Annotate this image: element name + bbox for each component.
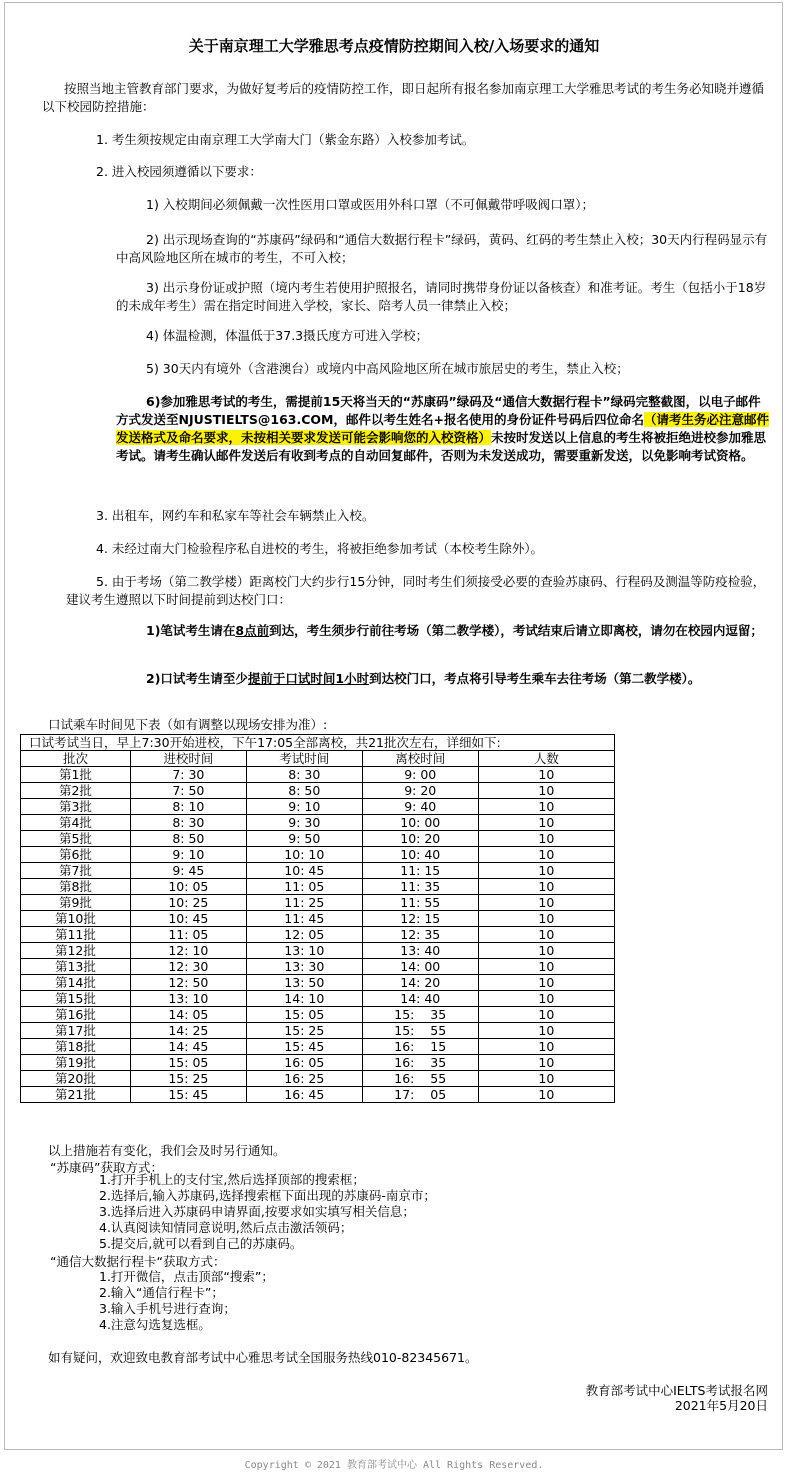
table-cell: 15: 25: [246, 1023, 362, 1039]
table-cell: 第15批: [21, 991, 131, 1007]
table-cell: 第1批: [21, 767, 131, 783]
table-row: [21, 975, 615, 991]
table-cell: 16: 55: [362, 1071, 478, 1087]
table-cell: 9: 50: [246, 831, 362, 847]
table-cell: 第9批: [21, 895, 131, 911]
skm-step: 4.认真阅读知情同意说明,然后点击激活领码；: [99, 1220, 353, 1235]
table-cell: 14: 40: [362, 991, 478, 1007]
table-cell: 15: 25: [130, 1071, 246, 1087]
speaking-test-time: 提前于口试时间1小时: [247, 671, 370, 686]
table-cell: 第16批: [21, 1007, 131, 1023]
table-cell: 10: 40: [362, 847, 478, 863]
table-cell: 10: 00: [362, 815, 478, 831]
table-cell: 第11批: [21, 927, 131, 943]
table-cell: 14: 10: [246, 991, 362, 1007]
change-notice: 以上措施若有变化，我们会及时另行通知。: [48, 1143, 286, 1158]
item-4: 4. 未经过南大门检验程序私自进校的考生，将被拒绝参加考试（本校考生除外）。: [96, 541, 544, 556]
table-cell: 第5批: [21, 831, 131, 847]
table-cell: 12: 50: [130, 975, 246, 991]
table-cell: 8: 50: [246, 783, 362, 799]
table-cell: 第4批: [21, 815, 131, 831]
written-test-time: 8点前: [235, 623, 270, 638]
table-row: [21, 863, 615, 879]
table-cell: 10: [478, 959, 614, 975]
table-cell: 14: 20: [362, 975, 478, 991]
skm-step: 1.打开手机上的支付宝,然后选择顶部的搜索框；: [99, 1172, 365, 1187]
skm-step: 2.选择后,输入苏康码,选择搜索框下面出现的苏康码-南京市；: [99, 1188, 436, 1203]
table-cell: 第8批: [21, 879, 131, 895]
table-cell: 8: 30: [130, 815, 246, 831]
table-row: [21, 927, 615, 943]
table-cell: 16: 15: [362, 1039, 478, 1055]
subitem-4: 4) 体温检测，体温低于37.3摄氏度方可进入学校；: [146, 328, 429, 343]
table-cell: 第14批: [21, 975, 131, 991]
table-row: [21, 1055, 615, 1071]
table-cell: 10: [478, 895, 614, 911]
skm-steps-list: [99, 1172, 436, 1252]
table-cell: 7: 30: [130, 767, 246, 783]
column-header: 人数: [478, 751, 614, 767]
table-cell: 第21批: [21, 1087, 131, 1103]
subitem-1: 1) 入校期间必须佩戴一次性医用口罩或医用外科口罩（不可佩戴带呼吸阀口罩）；: [146, 197, 595, 212]
table-cell: 11: 35: [362, 879, 478, 895]
table-cell: 9: 20: [362, 783, 478, 799]
table-cell: 9: 00: [362, 767, 478, 783]
table-note-row: [21, 735, 615, 751]
xck-title: “通信大数据行程卡“获取方式：: [50, 1254, 226, 1269]
signature-org: 教育部考试中心IELTS考试报名网: [585, 1383, 768, 1398]
table-cell: 13: 10: [246, 943, 362, 959]
intro-paragraph: 按照当地主管教育部门要求，为做好复考后的疫情防控工作，即日起所有报名参加南京理工大学雅思考试的考生务必知晓并遵循以下校园防控措施：: [42, 81, 765, 114]
table-cell: 13: 10: [130, 991, 246, 1007]
table-cell: 8: 50: [130, 831, 246, 847]
table-row: [21, 879, 615, 895]
item-1: 1. 考生须按规定由南京理工大学南大门（紫金东路）入校参加考试。: [96, 132, 475, 147]
hotline-text: 如有疑问，欢迎致电教育部考试中心雅思考试全国服务热线010-82345671。: [48, 1350, 478, 1365]
table-cell: 15: 45: [246, 1039, 362, 1055]
table-row: [21, 911, 615, 927]
subitem-2: 2) 出示现场查询的“苏康码”绿码和“通信大数据行程卡”绿码，黄码、红码的考生禁止入校；30天内行程码显示有中高风险地区所在城市的考生，不可入校；: [116, 232, 768, 265]
table-cell: 10: [478, 1071, 614, 1087]
table-row: [21, 1007, 615, 1023]
subitem-6-text: 6)参加雅思考试的考生，需提前15天将当天的“苏康码”绿码及“通信大数据行程卡”绿码完整截图，以电子邮件方式发送至NJUSTIELTS@163.COM，邮件以考生姓名+报名使用的身份证件号码后四位命名: [116, 394, 761, 427]
table-cell: 第10批: [21, 911, 131, 927]
table-header-row: [21, 751, 615, 767]
written-test-arrival: [116, 622, 770, 640]
table-cell: 13: 50: [246, 975, 362, 991]
skm-title: “苏康码”获取方式：: [50, 1160, 163, 1175]
table-cell: 第6批: [21, 847, 131, 863]
table-cell: 14: 00: [362, 959, 478, 975]
skm-step: 5.提交后,就可以看到自己的苏康码。: [99, 1236, 303, 1251]
table-cell: 9: 45: [130, 863, 246, 879]
column-header: 考试时间: [246, 751, 362, 767]
table-cell: 10: [478, 799, 614, 815]
table-row: [21, 799, 615, 815]
table-cell: 15: 35: [362, 1007, 478, 1023]
table-cell: 10: [478, 767, 614, 783]
table-cell: 10: 45: [246, 863, 362, 879]
table-cell: 10: 20: [362, 831, 478, 847]
table-cell: 第18批: [21, 1039, 131, 1055]
subitem-3: 3) 出示身份证或护照（境内考生若使用护照报名，请同时携带身份证以备核查）和准考证。考生（包括小于18岁的未成年考生）需在指定时间进入学校，家长、陪考人员一律禁止入校；: [116, 280, 767, 313]
column-header: 批次: [21, 751, 131, 767]
written-test-text: 1)笔试考生请在: [146, 623, 236, 638]
table-cell: 第19批: [21, 1055, 131, 1071]
table-cell: 第2批: [21, 783, 131, 799]
table-cell: 16: 25: [246, 1071, 362, 1087]
table-row: [21, 847, 615, 863]
table-cell: 12: 35: [362, 927, 478, 943]
xck-step: 3.输入手机号进行查询；: [99, 1301, 236, 1316]
table-cell: 10: [478, 975, 614, 991]
table-row: [21, 959, 615, 975]
table-cell: 10: [478, 847, 614, 863]
table-cell: 10: [478, 783, 614, 799]
table-row: [21, 1071, 615, 1087]
table-cell: 9: 30: [246, 815, 362, 831]
table-cell: 10: [478, 879, 614, 895]
table-cell: 10: 05: [130, 879, 246, 895]
table-cell: 15: 05: [130, 1055, 246, 1071]
page-title: 关于南京理工大学雅思考点疫情防控期间入校/入场要求的通知: [188, 37, 600, 55]
table-row: [21, 831, 615, 847]
table-cell: 10: 45: [130, 911, 246, 927]
table-cell: 第17批: [21, 1023, 131, 1039]
table-cell: 11: 25: [246, 895, 362, 911]
table-cell: 16: 05: [246, 1055, 362, 1071]
copyright-footer: Copyright © 2021 教育部考试中心 All Rights Reserved.: [244, 1460, 544, 1471]
table-cell: 第12批: [21, 943, 131, 959]
schedule-caption: 口试乘车时间见下表（如有调整以现场安排为准）:: [48, 717, 328, 732]
table-cell: 15: 45: [130, 1087, 246, 1103]
table-cell: 10: [478, 927, 614, 943]
signature-date: 2021年5月20日: [674, 1398, 768, 1413]
table-cell: 11: 15: [362, 863, 478, 879]
table-cell: 10: [478, 1039, 614, 1055]
table-cell: 10: [478, 911, 614, 927]
table-cell: 10: [478, 943, 614, 959]
table-cell: 12: 15: [362, 911, 478, 927]
table-row: [21, 767, 615, 783]
table-cell: 第7批: [21, 863, 131, 879]
table-cell: 9: 40: [362, 799, 478, 815]
table-cell: 17: 05: [362, 1087, 478, 1103]
shuttle-schedule-table: [20, 734, 615, 1103]
table-cell: 13: 40: [362, 943, 478, 959]
speaking-test-arrival: [116, 670, 770, 688]
table-cell: 10: 10: [246, 847, 362, 863]
xck-step: 4.注意勾选复选框。: [99, 1317, 211, 1332]
table-cell: 14: 05: [130, 1007, 246, 1023]
table-cell: 10: [478, 831, 614, 847]
table-cell: 11: 05: [246, 879, 362, 895]
table-cell: 第13批: [21, 959, 131, 975]
table-row: [21, 815, 615, 831]
table-cell: 9: 10: [246, 799, 362, 815]
speaking-test-text: 2)口试考生请至少: [146, 671, 248, 686]
speaking-test-tail: 到达校门口，考点将引导考生乘车去往考场（第二教学楼）。: [369, 671, 701, 686]
schedule-note: 口试考试当日，早上7:30开始进校，下午17:05全部离校，共21批次左右，详细如下:: [21, 735, 615, 751]
skm-step: 3.选择后进入苏康码申请界面,按要求如实填写相关信息；: [99, 1204, 415, 1219]
xck-steps-list: [99, 1269, 274, 1333]
table-row: [21, 991, 615, 1007]
table-cell: 10: [478, 991, 614, 1007]
table-cell: 7: 50: [130, 783, 246, 799]
column-header: 离校时间: [362, 751, 478, 767]
table-cell: 10: [478, 815, 614, 831]
highlighted-warning: （请考生务必注意邮件发送格式及命名要求，未按相关要求发送可能会影响您的入校资格）: [116, 412, 769, 445]
table-cell: 10: [478, 1023, 614, 1039]
table-cell: 10: [478, 1087, 614, 1103]
table-cell: 9: 10: [130, 847, 246, 863]
table-cell: 8: 10: [130, 799, 246, 815]
table-row: [21, 943, 615, 959]
table-cell: 10: [478, 1055, 614, 1071]
subitem-5: 5) 30天内有境外（含港澳台）或境内中高风险地区所在城市旅居史的考生，禁止入校；: [146, 361, 629, 376]
table-cell: 16: 45: [246, 1087, 362, 1103]
table-row: [21, 1039, 615, 1055]
table-cell: 10: [478, 1007, 614, 1023]
table-cell: 15: 05: [246, 1007, 362, 1023]
item-5: 5. 由于考场（第二教学楼）距离校门大约步行15分钟，同时考生们须接受必要的查验苏康码、行程码及测温等防疫检验，建议考生遵照以下时间提前到达校门口：: [66, 574, 766, 607]
table-row: [21, 783, 615, 799]
column-header: 进校时间: [130, 751, 246, 767]
table-cell: 第20批: [21, 1071, 131, 1087]
table-row: [21, 1023, 615, 1039]
table-cell: 8: 30: [246, 767, 362, 783]
table-row: [21, 895, 615, 911]
xck-step: 2.输入“通信行程卡”；: [99, 1285, 224, 1300]
table-cell: 第3批: [21, 799, 131, 815]
written-test-tail: 到达，考生须步行前往考场（第二教学楼），考试结束后请立即离校，请勿在校园内逗留；: [269, 623, 763, 638]
table-cell: 12: 10: [130, 943, 246, 959]
table-cell: 15: 55: [362, 1023, 478, 1039]
table-cell: 12: 05: [246, 927, 362, 943]
table-cell: 11: 05: [130, 927, 246, 943]
table-cell: 10: [478, 863, 614, 879]
table-cell: 11: 45: [246, 911, 362, 927]
subitem-6-tail: 未按时发送以上信息的考生将被拒绝进校参加雅思考试。请考生确认邮件发送后有收到考点的自动回复邮件，否则为未发送成功，需要重新发送，以免影响考试资格。: [116, 430, 767, 463]
xck-step: 1.打开微信，点击顶部“搜索”；: [99, 1269, 274, 1284]
table-cell: 13: 30: [246, 959, 362, 975]
table-row: [21, 1087, 615, 1103]
subitem-6: [116, 393, 770, 465]
table-cell: 10: 25: [130, 895, 246, 911]
item-2: 2. 进入校园须遵循以下要求：: [96, 164, 262, 179]
table-cell: 14: 45: [130, 1039, 246, 1055]
table-cell: 11: 55: [362, 895, 478, 911]
item-3: 3. 出租车，网约车和私家车等社会车辆禁止入校。: [96, 508, 375, 523]
table-cell: 12: 30: [130, 959, 246, 975]
table-cell: 16: 35: [362, 1055, 478, 1071]
table-cell: 14: 25: [130, 1023, 246, 1039]
